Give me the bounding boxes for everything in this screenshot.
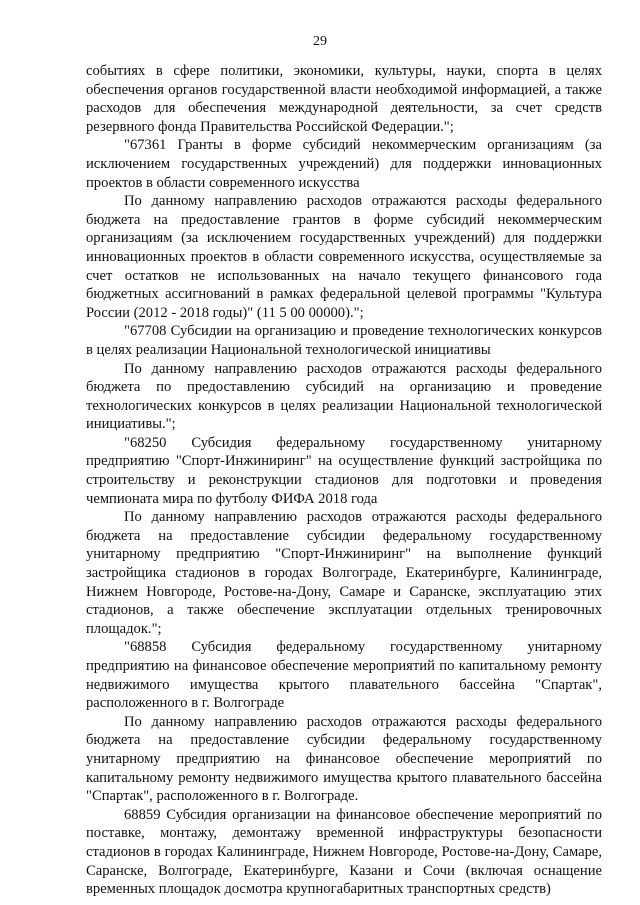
page-number: 29 [313,34,327,49]
paragraph-code-67361-heading: "67361 Гранты в форме субсидий некоммерческим организациям (за исключением государственных учреждений) для поддержки инновационных проектов в области современного искусства [86,137,602,191]
paragraph-code-67708-heading: "67708 Субсидии на организацию и проведение технологических конкурсов в целях реализации Национальной технологической инициативы [86,323,602,358]
paragraph-code-68858-heading: "68858 Субсидия федеральному государственному унитарному предприятию на финансовое обеспечение мероприятий по капитальному ремонту недвижимого имущества крытого плавательного бассейна "Спартак", расположенного в г. Волгограде [86,639,602,712]
paragraph-code-68858-description: По данному направлению расходов отражаются расходы федерального бюджета на предоставление субсидии федеральному государственному унитарному предприятию на финансовое обеспечение мероприятий по капитальному ремонту недвижимого имущества крытого плавательного бассейна "Спартак", расположенного в г. Волгограде. [86,713,602,805]
document-body [86,62,602,899]
paragraph-code-68250-description: По данному направлению расходов отражаются расходы федерального бюджета на предоставление субсидии федеральному государственному унитарному предприятию "Спорт-Инжиниринг" на выполнение функций застройщика стадионов в городах Волгограде, Екатеринбурге, Калининграде, Нижнем Новгороде, Ростове-на-Дону, Самаре и Саранске, эксплуатацию этих стадионов, а также обеспечение эксплуатации отдельных тренировочных площадок."; [86,509,602,637]
paragraph-code-67361-description: По данному направлению расходов отражаются расходы федерального бюджета на предоставление грантов в форме субсидий некоммерческим организациям (за исключением государственных учреждений) для поддержки инновационных проектов в области современного искусства, осуществляемые за счет остатков не использованных на начало текущего финансового года бюджетных ассигнований в рамках федеральной целевой программы "Культура России (2012 - 2018 годы)" (11 5 00 00000)."; [86,193,602,321]
paragraph-continuation: событиях в сфере политики, экономики, культуры, науки, спорта в целях обеспечения органов государственной власти необходимой информацией, а также расходов для обеспечения международной деятельности, за счет средств резервного фонда Правительства Российской Федерации."; [86,63,602,135]
paragraph-code-68859-heading: 68859 Субсидия организации на финансовое обеспечение мероприятий по поставке, монтажу, демонтажу временной инфраструктуры безопасности стадионов в городах Калининграде, Нижнем Новгороде, Ростове-на-Дону, Самаре, Саранске, Волгограде, Екатеринбурге, Казани и Сочи (включая оснащение временных площадок досмотра крупногабаритных транспортных средств) [86,806,602,898]
paragraph-code-68250-heading: "68250 Субсидия федеральному государственному унитарному предприятию "Спорт-Инжиниринг" на осуществление функций застройщика по строительству и реконструкции стадионов для подготовки и проведения чемпионата мира по футболу ФИФА 2018 года [86,434,602,507]
paragraph-code-67708-description: По данному направлению расходов отражаются расходы федерального бюджета по предоставлению субсидий на организацию и проведение технологических конкурсов в целях реализации Национальной технологической инициативы."; [86,360,602,433]
